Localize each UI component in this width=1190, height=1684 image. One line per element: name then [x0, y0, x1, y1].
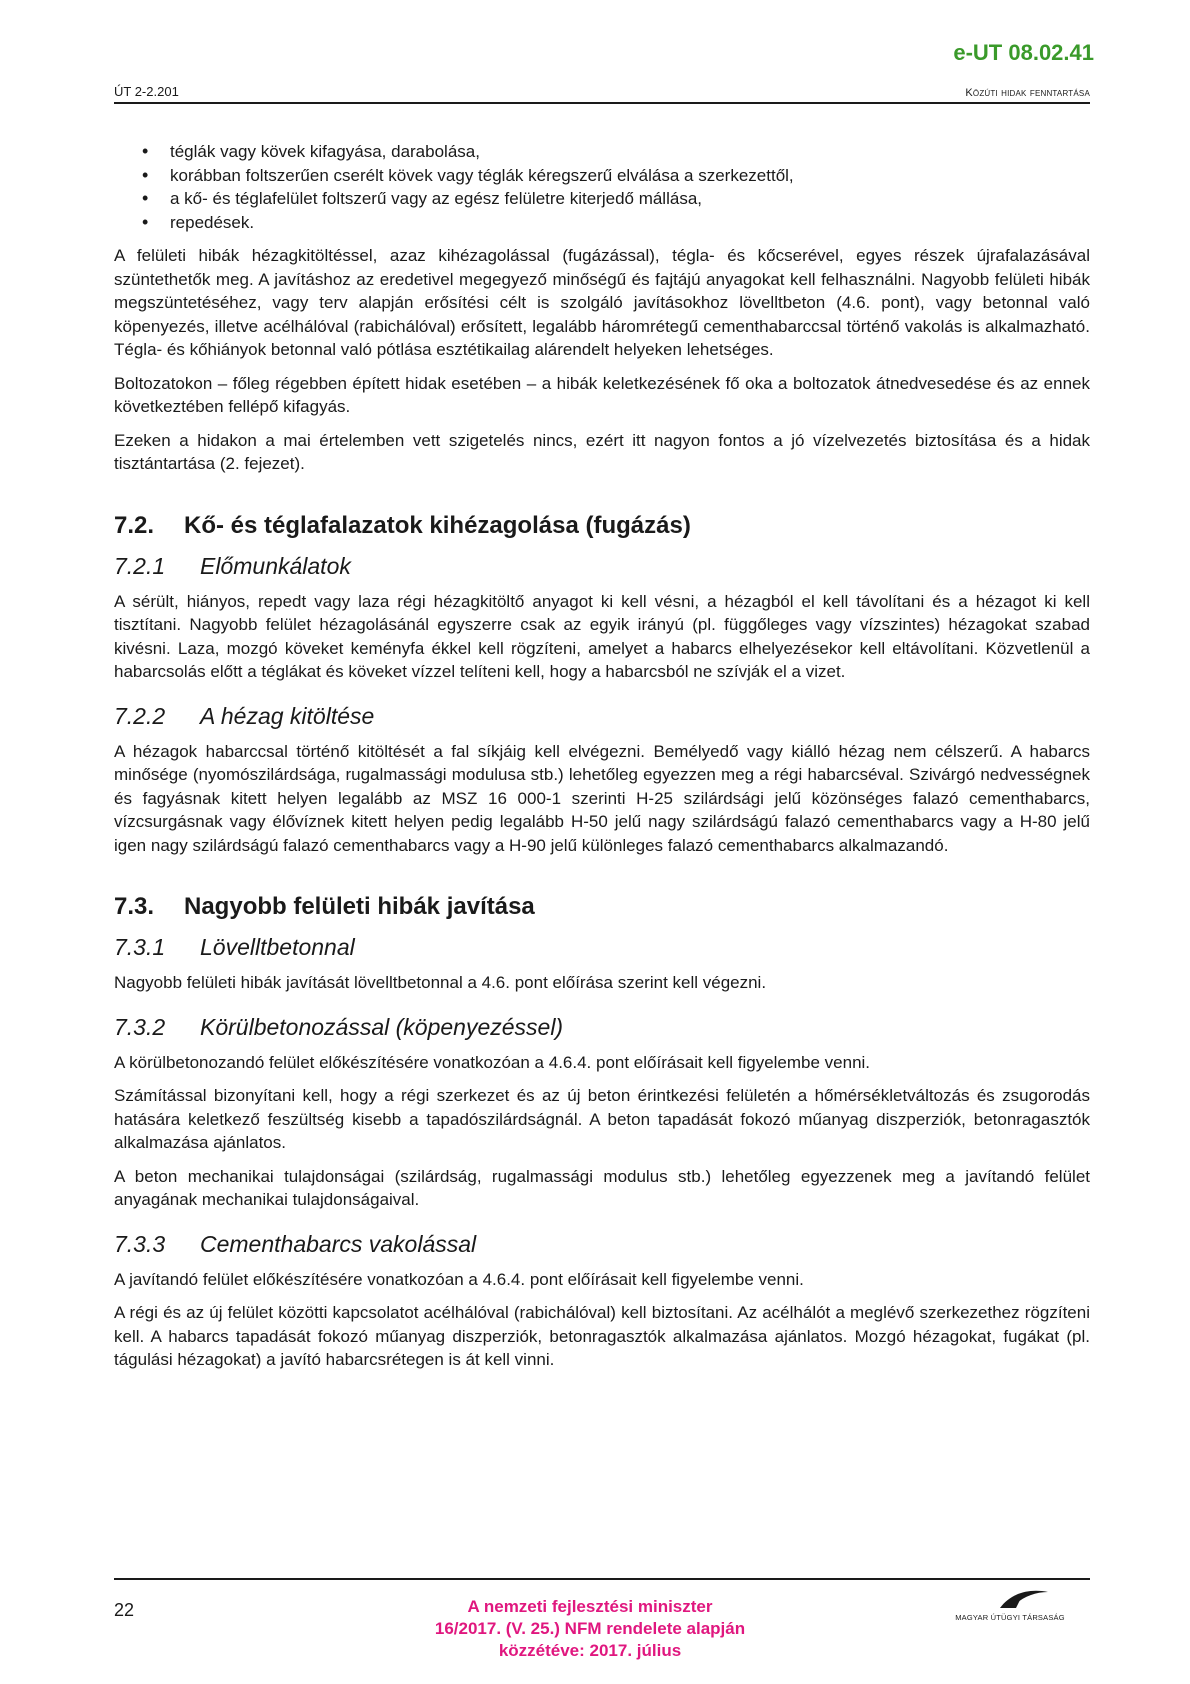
section-title: Kő- és téglafalazatok kihézagolása (fugázás) — [184, 511, 691, 539]
defect-bullet-list — [114, 140, 1090, 234]
subsection-heading-7-3-1 — [114, 933, 1090, 961]
paragraph: A körülbetonozandó felület előkészítésére vonatkozóan a 4.6.4. pont előírásait kell figyelembe venni. — [114, 1052, 871, 1072]
subsection-title: A hézag kitöltése — [200, 702, 375, 729]
paragraph: Boltozatokon – főleg régebben épített hidak esetében – a hibák keletkezésének fő oka a boltozatok átnedvesedése és az ennek következtében fellépő kifagyás. — [114, 373, 1090, 416]
decree-line: közzétéve: 2017. július — [498, 1641, 682, 1660]
subsection-number: 7.3.1 — [114, 934, 166, 960]
document-id: e-UT 08.02.41 — [953, 40, 1094, 65]
section-number: 7.3. — [114, 893, 155, 920]
page-content — [114, 140, 1090, 1382]
list-item: • téglák vagy kövek kifagyása, darabolása, — [170, 140, 1090, 164]
paragraph: Nagyobb felületi hibák javítását lövelltbetonnal a 4.6. pont előírása szerint kell végezni. — [114, 973, 767, 992]
paragraph: A hézagok habarccsal történő kitöltését a fal síkjáig kell elvégezni. Bemélyedő vagy kiálló hézag nem célszerű. A habarcs minősége (nyomószilárdsága, rugalmassági modulusa stb.) lehetőleg egyezzen meg a régi habarcséval. Szivárgó nedvességnek és fagyásnak kitett helyen legalább az MSZ 16 000-1 szerinti H-25 szilárdsági jelű közönséges falazó cementhabarcs, vízcsurgásnak vagy élővíznek kitett helyen pedig legalább H-50 jelű nagy szilárdságú falazó cementhabarcs vagy a H-80 jelű igen nagy szilárdságú falazó cementhabarcs vagy a H-90 jelű különleges falazó cementhabarcs alkalmazandó. — [114, 741, 1090, 855]
list-item: • repedések. — [170, 211, 1090, 235]
subsection-title: Lövelltbetonnal — [200, 934, 355, 960]
paragraph: A felületi hibák hézagkitöltéssel, azaz kihézagolással (fugázással), tégla- és kőcserével, egyes részek újrafalazásával szüntethetők meg. A javításhoz az eredetivel megegyező minőségű és fajtájú anyagokat kell felhasználni. Nagyobb felületi hibák megszüntetéséhez, vagy terv alapján erősítési célt is szolgáló javításokhoz lövelltbeton (4.6. pont), vagy betonnal való köpenyezés, illetve acélhálóval (rabichálóval) erősített, legalább háromrétegű cementhabarccsal történő vakolás is alkalmazható. Tégla- és kőhiányok betonnal való pótlása esztétikailag alárendelt helyeken lehetséges. — [114, 246, 1090, 359]
list-item: • korábban foltszerűen cserélt kövek vagy téglák kéregszerű elválása a szerkezettől, — [170, 164, 1090, 188]
subsection-heading-7-2-1 — [114, 552, 1090, 580]
footer-divider — [114, 1578, 1090, 1580]
page-number: 22 — [114, 1600, 135, 1620]
logo-text: MAGYAR ÚTÜGYI TÁRSASÁG — [955, 1613, 1065, 1622]
subsection-number: 7.3.3 — [114, 1230, 166, 1257]
section-title: Nagyobb felületi hibák javítása — [184, 893, 535, 920]
subsection-heading-7-2-2 — [114, 702, 1090, 730]
decree-line: A nemzeti fejlesztési miniszter — [467, 1597, 713, 1616]
decree-notice — [340, 1596, 840, 1662]
organization-logo — [930, 1582, 1090, 1622]
subsection-number: 7.3.2 — [114, 1013, 166, 1040]
list-item: • a kő- és téglafelület foltszerű vagy az egész felületre kiterjedő mállása, — [170, 187, 1090, 211]
paragraph: Számítással bizonyítani kell, hogy a régi szerkezet és az új beton érintkezési felületén a hőmérsékletváltozás és zsugorodás hatására keletkező feszültség kisebb a tapadószilárdságnál. A beton tapadását fokozó műanyag diszperziók, betonragasztók alkalmazása ajánlatos. — [114, 1086, 1090, 1152]
subsection-title: Előmunkálatok — [200, 552, 351, 579]
decree-line: 16/2017. (V. 25.) NFM rendelete alapján — [434, 1619, 746, 1638]
section-heading-7-2 — [114, 512, 1090, 540]
subsection-number: 7.2.1 — [114, 552, 166, 579]
header-title: Közúti hidak fenntartása — [965, 87, 1090, 99]
paragraph: A régi és az új felület közötti kapcsolatot acélhálóval (rabichálóval) kell biztosítani. Az acélhálót a meglévő szerkezethez rögzíteni kell. A habarcs tapadását fokozó műanyag diszperziók, betonragasztók alkalmazása ajánlatos. Mozgó hézagokat, fugákat (pl. tágulási hézagokat) a javító habarcsrétegen is át kell vinni. — [114, 1303, 1090, 1369]
paragraph: A javítandó felület előkészítésére vonatkozóan a 4.6.4. pont előírásait kell figyelembe venni. — [114, 1269, 804, 1289]
paragraph: A beton mechanikai tulajdonságai (szilárdság, rugalmassági modulus stb.) lehetőleg egyezzenek meg a javítandó felület anyagának mechanikai tulajdonságaival. — [114, 1166, 1090, 1209]
subsection-title: Cementhabarcs vakolással — [200, 1230, 477, 1257]
header-standard-number: ÚT 2-2.201 — [114, 84, 179, 99]
section-number: 7.2. — [114, 511, 155, 539]
subsection-number: 7.2.2 — [114, 702, 166, 729]
subsection-heading-7-3-2 — [114, 1013, 1090, 1041]
road-swoosh-icon — [930, 1582, 1090, 1612]
page-header — [114, 84, 1090, 104]
paragraph: A sérült, hiányos, repedt vagy laza régi hézagkitöltő anyagot ki kell vésni, a hézagból el kell távolítani és a hézagot ki kell tisztítani. Nagyobb felület hézagolásánál egyszerre csak az egyik irányú (pl. függőleges vagy vízszintes) hézagokat szabad kivésni. Laza, mozgó köveket keményfa ékkel kell rögzíteni, amelyet a habarcs elhelyezésekor kell eltávolítani. Közvetlenül a habarcsolás előtt a téglákat és köveket vízzel telíteni kell, hogy a habarcsból ne szívják el a vizet. — [114, 591, 1090, 681]
subsection-title: Körülbetonozással (köpenyezéssel) — [200, 1013, 564, 1040]
section-heading-7-3 — [114, 893, 1090, 921]
paragraph: Ezeken a hidakon a mai értelemben vett szigetelés nincs, ezért itt nagyon fontos a jó vízelvezetés biztosítása és a hidak tisztántartása (2. fejezet). — [114, 430, 1090, 473]
subsection-heading-7-3-3 — [114, 1230, 1090, 1258]
